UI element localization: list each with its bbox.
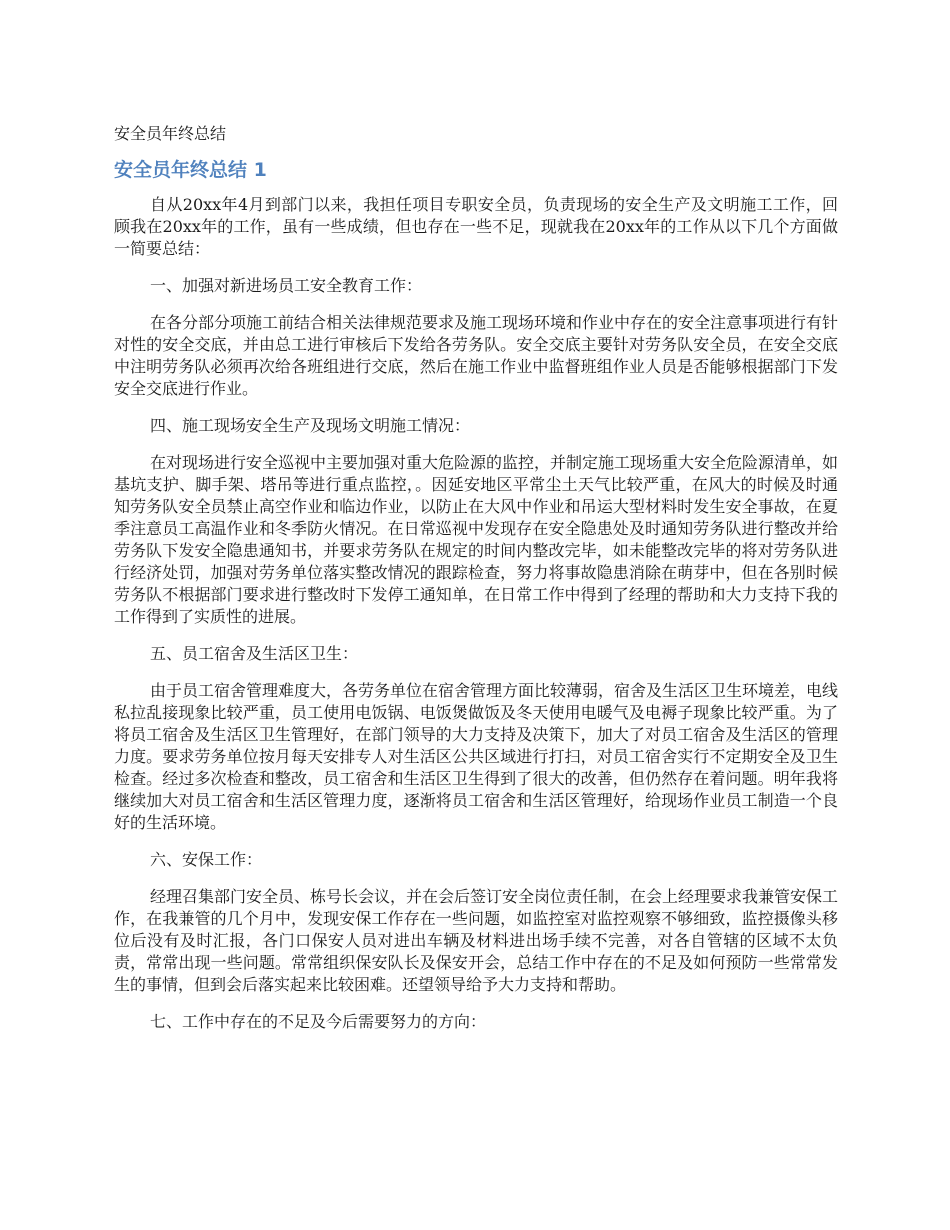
paragraph-dormitory: 由于员工宿舍管理难度大，各劳务单位在宿舍管理方面比较薄弱，宿舍及生活区卫生环境差，电线私拉乱接现象比较严重，员工使用电饭锅、电饭煲做饭及冬天使用电暖气及电褥子现象比较严重。为了将员工宿舍及生活区卫生管理好，在部门领导的大力支持及决策下，加大了对员工宿舍及生活区的管理力度。要求劳务单位按月每天安排专人对生活区公共区域进行打扫，对员工宿舍实行不定期安全及卫生检查。经过多次检查和整改，员工宿舍和生活区卫生得到了很大的改善，但仍然存在着问题。明年我将继续加大对员工宿舍和生活区管理力度，逐渐将员工宿舍和生活区管理好，给现场作业员工制造一个良好的生活环境。	[114, 681, 839, 832]
subheading-safety-education: 一、加强对新进场员工安全教育工作：	[150, 276, 423, 295]
intro-paragraph: 自从20xx年4月到部门以来，我担任项目专职安全员，负责现场的安全生产及文明施工工作，回顾我在20xx年的工作，虽有一些成绩，但也存在一些不足，现就我在20xx年的工作从以下几个方面做一简要总结：	[114, 195, 838, 258]
subheading-dormitory: 五、员工宿舍及生活区卫生：	[150, 644, 359, 663]
paragraph-safety-education: 在各分部分项施工前结合相关法律规范要求及施工现场环境和作业中存在的安全注意事项进行有针对性的安全交底，并由总工进行审核后下发给各劳务队。安全交底主要针对劳务队安全员，在安全交底中注明劳务队必须再次给各班组进行交底，然后在施工作业中监督班组作业人员是否能够根据部门下发安全交底进行作业。	[114, 313, 839, 398]
section-heading: 安全员年终总结 1	[114, 159, 267, 181]
subheading-site-safety: 四、施工现场安全生产及现场文明施工情况：	[150, 416, 471, 435]
paragraph-site-safety: 在对现场进行安全巡视中主要加强对重大危险源的监控，并制定施工现场重大安全危险源清单，如基坑支护、脚手架、塔吊等进行重点监控，。因延安地区平常尘土天气比较严重，在风大的时候及时通知劳务队安全员禁止高空作业和临边作业，以防止在大风中作业和吊运大型材料时发生安全事故，在夏季注意员工高温作业和冬季防火情况。在日常巡视中发现存在安全隐患处及时通知劳务队进行整改并给劳务队下发安全隐患通知书，并要求劳务队在规定的时间内整改完毕，如未能整改完毕的将对劳务队进行经济处罚，加强对劳务单位落实整改情况的跟踪检查，努力将事故隐患消除在萌芽中，但在各别时候劳务队不根据部门要求进行整改时下发停工通知单，在日常工作中得到了经理的帮助和大力支持下我的工作得到了实质性的进展。	[114, 453, 839, 626]
subheading-security: 六、安保工作：	[150, 850, 263, 869]
subheading-shortcomings: 七、工作中存在的不足及今后需要努力的方向：	[150, 1012, 487, 1031]
document-title: 安全员年终总结	[114, 124, 227, 143]
document-body	[114, 122, 838, 1048]
paragraph-security: 经理召集部门安全员、栋号长会议，并在会后签订安全岗位责任制，在会上经理要求我兼管安保工作，在我兼管的几个月中，发现安保工作存在一些问题，如监控室对监控观察不够细致，监控摄像头移位后没有及时汇报，各门口保安人员对进出车辆及材料进出场手续不完善，对各自管辖的区域不太负责，常常出现一些问题。常常组织保安队长及保安开会，总结工作中存在的不足及如何预防一些常常发生的事情，但到会后落实起来比较困难。还望领导给予大力支持和帮助。	[114, 887, 839, 994]
